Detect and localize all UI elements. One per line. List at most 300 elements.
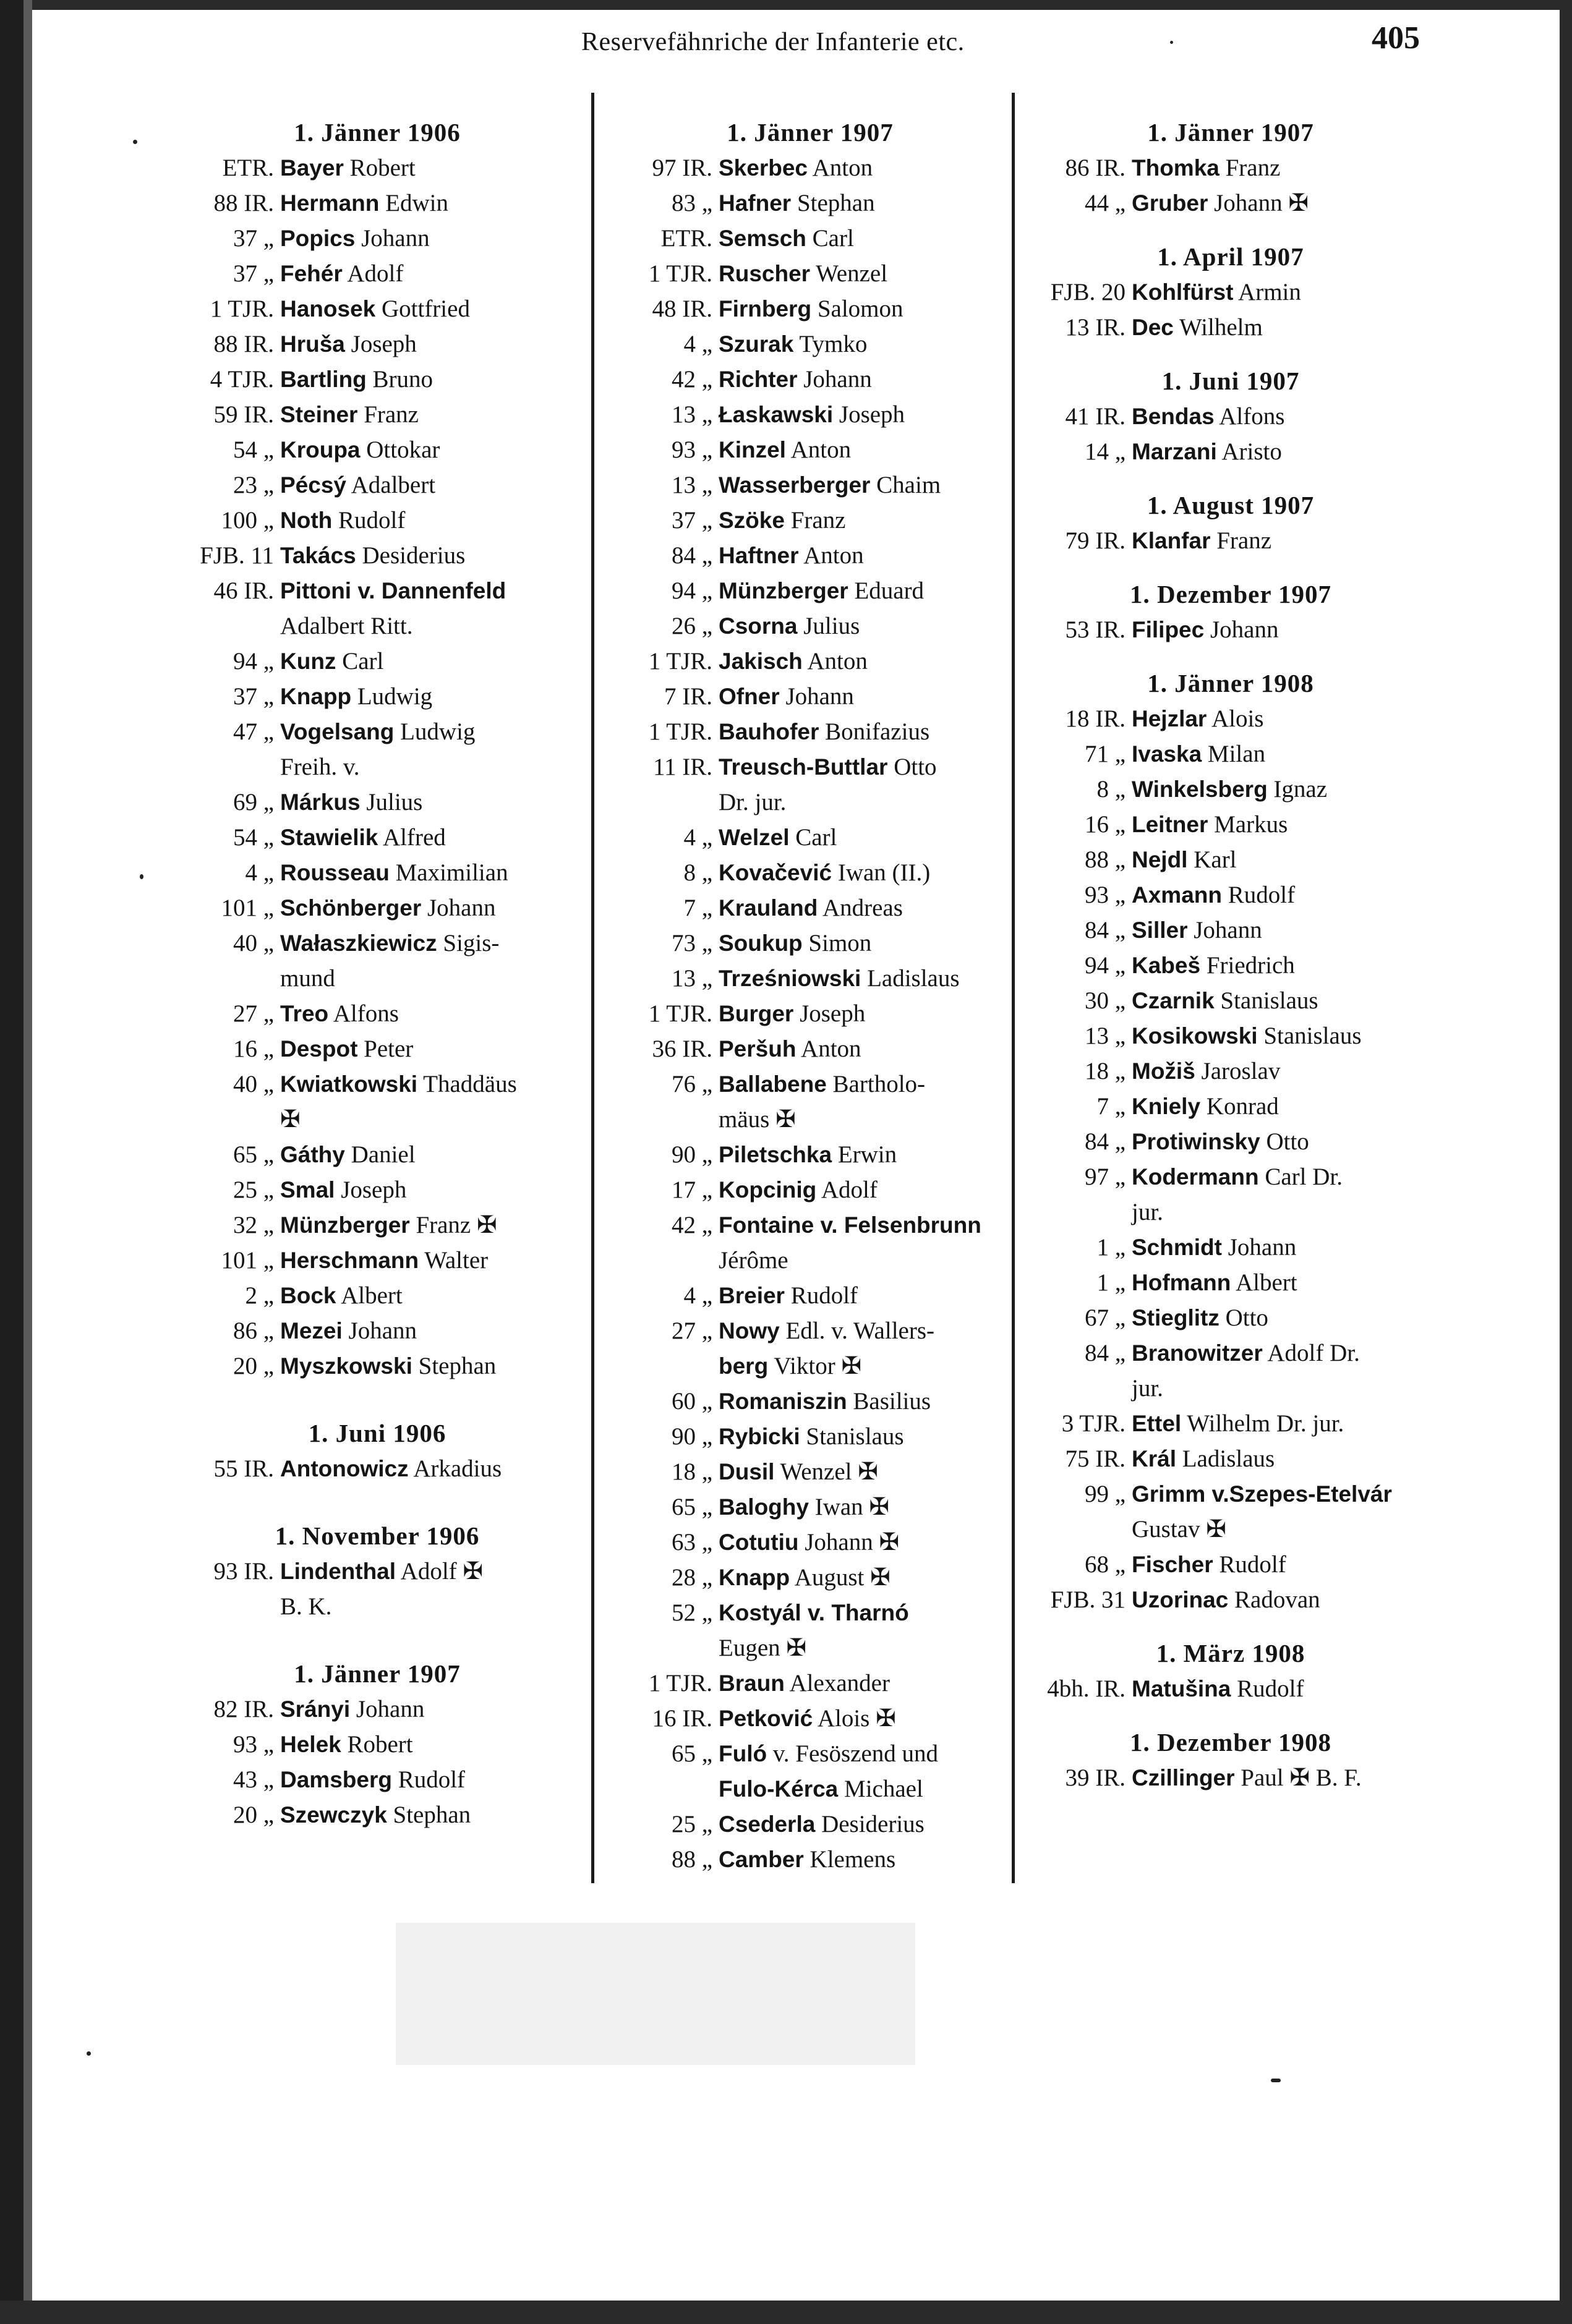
given-name: Otto	[1266, 1128, 1309, 1155]
given-name: Sigis-	[443, 930, 500, 956]
officer-name	[280, 1727, 587, 1762]
unit-label: 1 TJR.	[648, 1000, 712, 1027]
surname: Kinzel	[719, 437, 786, 462]
space	[396, 1558, 401, 1585]
officer-name	[1132, 913, 1435, 948]
space	[796, 1036, 801, 1062]
unit-label: FJB. 31	[1050, 1586, 1126, 1613]
ink-speck	[87, 2051, 91, 2056]
roster-entry	[167, 185, 587, 221]
ink-speck	[1271, 2079, 1281, 2082]
space	[392, 1766, 398, 1793]
space	[357, 1036, 364, 1062]
unit-label: 18 „	[671, 1458, 712, 1485]
surname: Hanosek	[280, 296, 376, 321]
surname: Noth	[280, 508, 333, 533]
surname: Kunz	[280, 649, 336, 674]
unit-label: 16 IR.	[652, 1705, 712, 1732]
officer-name	[280, 503, 587, 538]
space	[803, 930, 809, 956]
surname: Steiner	[280, 402, 358, 427]
officer-name	[280, 961, 587, 996]
officer-name	[719, 1630, 1008, 1666]
given-name: Anton	[803, 542, 864, 569]
surname: Popics	[280, 226, 356, 251]
roster-entry	[167, 749, 587, 785]
surname: Soukup	[719, 930, 803, 956]
section-heading: 1. Juni 1906	[308, 1419, 446, 1447]
roster-entry	[167, 820, 587, 855]
unit-label: 46 IR.	[213, 577, 274, 604]
surname: Semsch	[719, 226, 806, 251]
space	[1220, 155, 1226, 181]
given-name: Stanislaus	[1220, 987, 1318, 1014]
surname: Kovačević	[719, 860, 832, 885]
unit-label: 4 TJR.	[210, 366, 274, 393]
given-name: Ladislaus	[867, 965, 960, 992]
officer-name	[719, 1666, 1008, 1701]
roster-entry	[167, 1172, 587, 1207]
space	[421, 895, 427, 921]
surname: Lindenthal	[280, 1559, 396, 1584]
surname: Skerbec	[719, 155, 808, 181]
unit-label	[167, 749, 280, 785]
unit-label: 47 „	[233, 718, 274, 745]
given-name: Johann ✠	[1214, 190, 1309, 216]
section-heading: 1. Jänner 1907	[294, 1659, 461, 1688]
space	[786, 436, 791, 463]
roster-entry	[1027, 185, 1435, 221]
officer-name	[719, 1489, 1008, 1525]
space	[791, 190, 797, 216]
given-name: Freih. v.	[280, 754, 360, 780]
surname: Hejzlar	[1132, 706, 1207, 731]
space	[811, 296, 818, 322]
roster-entry	[1027, 1053, 1435, 1089]
unit-label: 67 „	[1084, 1305, 1126, 1331]
officer-name	[1132, 983, 1435, 1018]
roster-entry	[612, 820, 1008, 855]
roster-entry	[612, 1560, 1008, 1595]
roster-entry	[612, 326, 1008, 362]
surname: Gruber	[1132, 190, 1208, 216]
space	[813, 1705, 818, 1732]
space	[394, 718, 400, 745]
space	[774, 1458, 780, 1485]
given-name: Ludwig	[357, 683, 433, 710]
roster-entry	[612, 185, 1008, 221]
space	[336, 648, 342, 675]
roster-entry	[612, 467, 1008, 503]
officer-name	[719, 1419, 1008, 1454]
surname: Antonowicz	[280, 1456, 409, 1481]
unit-label: 93 „	[671, 436, 712, 463]
space	[1200, 1093, 1207, 1120]
unit-label: 53 IR.	[1065, 616, 1126, 643]
unit-label: 90 „	[671, 1141, 712, 1168]
running-head: Reservefähnriche der Infanterie etc.	[581, 28, 965, 56]
roster-entry	[612, 1771, 1008, 1807]
surname: Márkus	[280, 790, 361, 815]
given-name: Aristo	[1221, 438, 1282, 465]
unit-label: 68 „	[1084, 1551, 1126, 1578]
officer-name	[719, 538, 1008, 573]
given-name: jur.	[1132, 1199, 1163, 1225]
space	[1204, 616, 1210, 643]
officer-name	[1132, 1671, 1435, 1706]
officer-name	[719, 221, 1008, 256]
officer-name	[280, 890, 587, 926]
officer-name	[280, 362, 587, 397]
officer-name	[719, 855, 1008, 890]
roster-entry	[1027, 1265, 1435, 1300]
space	[344, 155, 350, 181]
page-edge-top	[0, 0, 1572, 10]
surname: Firnberg	[719, 296, 812, 321]
surname: Kostyál v. Tharnó	[719, 1600, 909, 1625]
roster-entry	[612, 961, 1008, 996]
given-name: Alfons	[1219, 403, 1285, 430]
roster-entry	[167, 1243, 587, 1278]
space	[804, 1846, 810, 1873]
roster-entry	[167, 1727, 587, 1762]
unit-label: 37 „	[233, 260, 274, 287]
officer-name	[719, 503, 1008, 538]
unit-label: 75 IR.	[1065, 1445, 1126, 1472]
officer-name	[1132, 1230, 1435, 1265]
space	[808, 155, 813, 181]
space	[412, 1353, 419, 1379]
surname: Axmann	[1132, 882, 1222, 908]
space	[378, 824, 383, 851]
section-gap	[1027, 558, 1435, 577]
roster-entry	[1027, 772, 1435, 807]
surname: Fontaine v. Felsenbrunn	[719, 1212, 981, 1238]
space	[1235, 1764, 1241, 1791]
roster-entry	[1027, 1582, 1435, 1617]
unit-label	[1027, 1512, 1132, 1547]
space	[355, 225, 361, 252]
given-name: Konrad	[1206, 1093, 1279, 1120]
space	[809, 1494, 815, 1520]
officer-name	[1132, 185, 1435, 221]
space	[335, 1177, 341, 1203]
roster-entry	[612, 362, 1008, 397]
surname: Łaskawski	[719, 402, 834, 427]
roster-entry	[1027, 1159, 1435, 1194]
space	[815, 1811, 821, 1837]
unit-label: 97 „	[1084, 1164, 1126, 1190]
date-section	[167, 1656, 587, 1832]
unit-label: 4 „	[683, 1282, 712, 1309]
space	[767, 1740, 773, 1767]
unit-label: 48 IR.	[652, 296, 712, 322]
given-name: Wilhelm	[1179, 314, 1263, 341]
surname: Možiš	[1132, 1058, 1195, 1084]
officer-name	[719, 996, 1008, 1031]
given-name: Daniel	[351, 1141, 416, 1168]
officer-name	[1132, 807, 1435, 842]
given-name: Alfons	[333, 1000, 399, 1027]
given-name: Johann	[1210, 616, 1279, 643]
given-name: Chaim	[876, 472, 941, 498]
column-left	[167, 115, 587, 1832]
given-name: Johann	[1194, 917, 1262, 943]
officer-name	[280, 1348, 587, 1384]
roster-entry	[1027, 150, 1435, 185]
given-name: August ✠	[794, 1564, 891, 1591]
space	[345, 1141, 351, 1168]
unit-label: 1 TJR.	[648, 260, 712, 287]
surname: Hafner	[719, 190, 792, 216]
space	[387, 1802, 393, 1828]
officer-name	[280, 996, 587, 1031]
unit-label: 93 IR.	[213, 1558, 274, 1585]
unit-label	[612, 1243, 719, 1278]
page-edge-right	[1560, 0, 1572, 2324]
unit-label: 94 „	[671, 577, 712, 604]
officer-name	[719, 749, 1008, 785]
roster-entry	[1027, 1671, 1435, 1706]
unit-label: 39 IR.	[1065, 1764, 1126, 1791]
officer-name	[1132, 1265, 1435, 1300]
unit-label: 100 „	[221, 507, 274, 534]
officer-name	[280, 749, 587, 785]
officer-name	[719, 397, 1008, 432]
unit-label: 1 TJR.	[648, 648, 712, 675]
unit-label: 37 „	[671, 507, 712, 534]
space	[390, 859, 396, 886]
roster-entry	[1027, 434, 1435, 469]
surname: Bock	[280, 1283, 336, 1308]
surname: Fehér	[280, 261, 343, 286]
roster-entry	[167, 467, 587, 503]
officer-name	[719, 1384, 1008, 1419]
space	[819, 718, 825, 745]
officer-name	[280, 644, 587, 679]
given-name: Walter	[424, 1247, 489, 1274]
surname: Nowy	[719, 1318, 780, 1343]
space	[780, 1317, 786, 1344]
space	[785, 1670, 790, 1696]
roster-entry	[167, 1692, 587, 1727]
given-name: Bartholo-	[832, 1071, 926, 1097]
surname: Münzberger	[280, 1212, 410, 1238]
officer-name	[280, 1137, 587, 1172]
given-name: Rudolf	[1237, 1675, 1304, 1702]
space	[1231, 1675, 1237, 1702]
officer-name	[1132, 399, 1435, 434]
space	[789, 824, 795, 851]
surname: Richter	[719, 367, 798, 392]
roster-entry	[612, 256, 1008, 291]
unit-label	[612, 1630, 719, 1666]
given-name: Maximilian	[395, 859, 508, 886]
space	[780, 683, 786, 710]
unit-label	[167, 1589, 280, 1624]
unit-label: 42 „	[671, 366, 712, 393]
roster-entry	[612, 1313, 1008, 1348]
given-name: Albert	[1235, 1269, 1297, 1296]
officer-name	[719, 326, 1008, 362]
officer-name	[280, 1172, 587, 1207]
unit-label: 99 „	[1084, 1481, 1126, 1507]
space	[1208, 811, 1214, 838]
space	[797, 613, 803, 639]
unit-label: 90 „	[671, 1423, 712, 1450]
roster-entry	[1027, 913, 1435, 948]
surname: Csederla	[719, 1811, 816, 1837]
given-name: Wilhelm Dr. jur.	[1187, 1410, 1344, 1437]
roster-entry	[167, 855, 587, 890]
unit-label: 41 IR.	[1065, 403, 1126, 430]
date-section	[1027, 1725, 1435, 1795]
given-name: Rudolf	[1219, 1551, 1286, 1578]
surname: Haftner	[719, 543, 799, 568]
unit-label: 37 „	[233, 683, 274, 710]
officer-name	[1132, 150, 1435, 185]
surname: Gáthy	[280, 1142, 345, 1167]
space	[832, 859, 838, 886]
given-name: Alois	[1211, 705, 1264, 732]
unit-label: 97 IR.	[652, 155, 712, 181]
roster-entry	[612, 1736, 1008, 1771]
roster-entry	[1027, 523, 1435, 558]
roster-entry	[612, 221, 1008, 256]
officer-name	[1132, 1053, 1435, 1089]
unit-label: 60 „	[671, 1388, 712, 1415]
unit-label: 54 „	[233, 824, 274, 851]
given-name: Erwin	[837, 1141, 897, 1168]
surname: Filipec	[1132, 617, 1205, 642]
given-name: Eugen ✠	[719, 1635, 807, 1661]
given-name: Otto	[1225, 1305, 1268, 1331]
officer-name	[1132, 772, 1435, 807]
date-section	[1027, 364, 1435, 469]
roster-entry	[612, 397, 1008, 432]
surname: Herschmann	[280, 1248, 419, 1273]
unit-label: 84 „	[671, 542, 712, 569]
officer-name	[719, 961, 1008, 996]
given-name: Iwan ✠	[814, 1494, 890, 1520]
section-heading: 1. August 1907	[1147, 491, 1315, 519]
officer-name	[1132, 310, 1435, 345]
officer-name	[719, 926, 1008, 961]
surname: Helek	[280, 1732, 341, 1757]
given-name: Carl	[795, 824, 837, 851]
officer-name	[280, 1554, 587, 1589]
roster-entry	[612, 1454, 1008, 1489]
given-name: Wenzel	[816, 260, 888, 287]
given-name: Thaddäus	[423, 1071, 517, 1097]
space	[1174, 314, 1179, 341]
roster-entry	[612, 432, 1008, 467]
officer-name	[280, 185, 587, 221]
unit-label: 93 „	[233, 1731, 274, 1758]
section-heading: 1. März 1908	[1156, 1639, 1305, 1667]
officer-name	[1132, 1371, 1435, 1406]
space	[1231, 1269, 1236, 1296]
unit-label: 59 IR.	[213, 401, 274, 428]
section-gap	[1027, 345, 1435, 364]
unit-label: 3 TJR.	[1061, 1410, 1126, 1437]
roster-entry	[612, 150, 1008, 185]
roster-entry	[1027, 1230, 1435, 1265]
roster-entry	[167, 573, 587, 608]
surname: Czarnik	[1132, 988, 1215, 1013]
surname: Král	[1132, 1446, 1176, 1471]
unit-label: 43 „	[233, 1766, 274, 1793]
officer-name	[280, 573, 587, 608]
roster-entry	[167, 397, 587, 432]
unit-label: 32 „	[233, 1212, 274, 1238]
given-name: Alexander	[789, 1670, 890, 1696]
officer-name	[1132, 1194, 1435, 1230]
unit-label: 11 IR.	[652, 754, 712, 780]
unit-label: 84 „	[1084, 1340, 1126, 1366]
given-name: Carl	[342, 648, 384, 675]
unit-label: 94 „	[1084, 952, 1126, 979]
officer-name	[280, 926, 587, 961]
roster-entry	[612, 291, 1008, 326]
officer-name	[1132, 736, 1435, 772]
roster-entry	[612, 1172, 1008, 1207]
surname: Uzorinac	[1132, 1587, 1229, 1612]
surname: Csorna	[719, 613, 798, 639]
unit-label: 8 „	[683, 859, 712, 886]
roster-entry	[167, 714, 587, 749]
surname: Leitner	[1132, 812, 1208, 837]
roster-entry	[167, 1348, 587, 1384]
officer-name	[280, 256, 587, 291]
surname: Fulo-Kérca	[719, 1776, 839, 1802]
space	[793, 1000, 800, 1027]
officer-name	[719, 608, 1008, 644]
officer-name	[719, 291, 1008, 326]
given-name: Stephan	[797, 190, 875, 216]
surname: Dusil	[719, 1459, 775, 1484]
surname: Krauland	[719, 895, 818, 921]
officer-name	[719, 890, 1008, 926]
roster-entry	[612, 749, 1008, 785]
given-name: Eduard	[854, 577, 925, 604]
section-gap	[1027, 1706, 1435, 1725]
roster-entry	[612, 1419, 1008, 1454]
space	[799, 542, 804, 569]
date-section	[1027, 577, 1435, 647]
given-name: Albert	[341, 1282, 403, 1309]
unit-label	[612, 1771, 719, 1807]
roster-entry	[167, 1313, 587, 1348]
roster-entry	[167, 1066, 587, 1102]
unit-label	[1027, 1194, 1132, 1230]
given-name: Adolf Dr.	[1267, 1340, 1360, 1366]
ink-speck	[133, 140, 137, 144]
unit-label: FJB. 20	[1050, 279, 1126, 305]
given-name: Anton	[790, 436, 852, 463]
surname: Kosikowski	[1132, 1023, 1258, 1049]
unit-label: 83 „	[671, 190, 712, 216]
surname: Fuló	[719, 1741, 767, 1766]
unit-label: 26 „	[671, 613, 712, 639]
section-gap	[167, 1486, 587, 1518]
roster-entry	[612, 644, 1008, 679]
unit-label: 76 „	[671, 1071, 712, 1097]
space	[328, 1000, 333, 1027]
space	[367, 366, 373, 393]
given-name: Stephan	[393, 1802, 471, 1828]
officer-name	[1132, 948, 1435, 983]
